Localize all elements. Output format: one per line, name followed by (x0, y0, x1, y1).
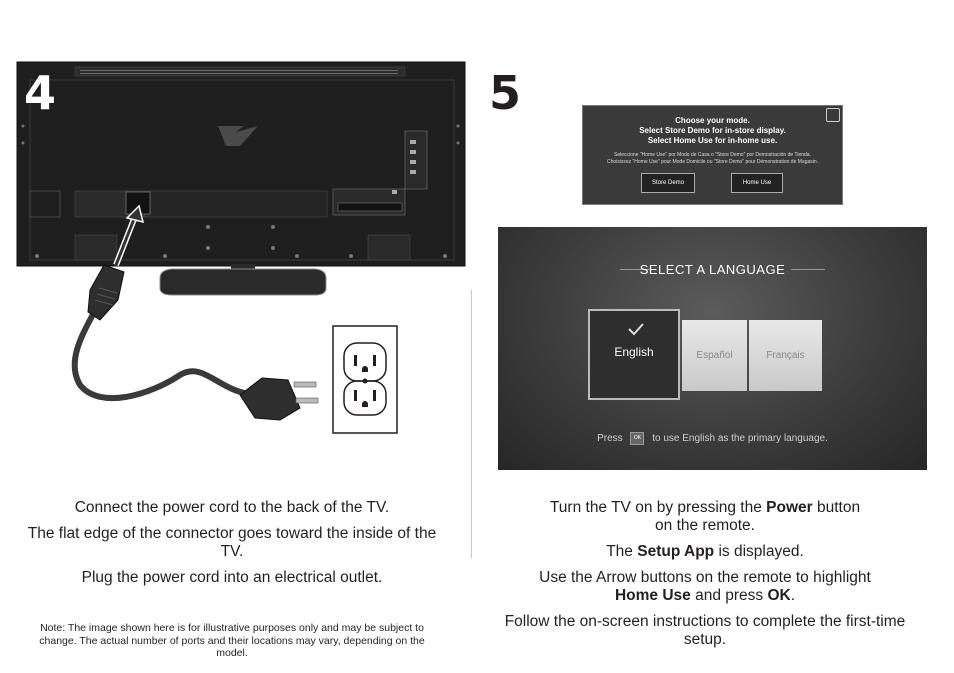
step5-setup-app-bold: Setup App (637, 543, 715, 560)
mode-spanish-text: Seleccione "Home Use" por Modo de Casa o "Store Demo" por Demostración de Tienda. (614, 152, 811, 158)
press-rest: to use English as the primary language. (652, 433, 828, 445)
step5-line-3-e: . (790, 587, 796, 604)
step5-instructions (503, 499, 907, 657)
language-option-espanol[interactable] (682, 320, 747, 391)
step5-line-3-a: Use the Arrow buttons on the remote to highlight (539, 569, 871, 586)
step4-line-2: The flat edge of the connector goes toward the inside of the TV. (27, 525, 437, 560)
step5-line-2 (503, 543, 907, 561)
language-instruction (498, 432, 927, 445)
step5-line-3 (527, 569, 883, 605)
mode-screen (582, 105, 843, 205)
column-divider (471, 290, 472, 558)
mode-title: Choose your mode. (675, 116, 750, 125)
step5-home-use-bold: Home Use (614, 587, 691, 604)
step5-line-1-a: Turn the TV on by pressing the (549, 499, 762, 516)
title-rule-right (791, 269, 825, 270)
step5-line-2-a: The (606, 543, 638, 560)
language-title: SELECT A LANGUAGE (639, 262, 786, 277)
store-demo-button[interactable]: Store Demo (641, 173, 695, 193)
step4-line-1: Connect the power cord to the back of the TV. (74, 499, 390, 516)
step4-note: Note: The image shown here is for illustrative purposes only and may be subject to change. The actual number of ports and their locations may vary, depending on the model. (39, 622, 425, 659)
espanol-label: Español (696, 350, 733, 361)
step4-instructions (20, 499, 444, 595)
english-label: English (614, 345, 654, 359)
mode-line-3: Select Home Use for in-home use. (647, 136, 778, 145)
step5-power-bold: Power (766, 499, 813, 516)
step5-line-4: Follow the on-screen instructions to complete the first-time setup. (504, 613, 906, 648)
language-option-english[interactable] (588, 309, 680, 400)
step5-line-3-c: and press (690, 587, 768, 604)
tv-back-illustration (0, 0, 470, 440)
mode-french-text: Choisissez "Home Use" pour Mode Domicile ou "Store Demo" pour Démonstration de Magasin. (606, 158, 819, 165)
step-number-5: 5 (489, 66, 522, 120)
energy-star-icon (826, 108, 840, 122)
step4-line-3: Plug the power cord into an electrical outlet. (81, 569, 383, 586)
language-option-francais[interactable] (749, 320, 822, 391)
step-number-4: 4 (24, 66, 57, 120)
ok-key-icon: OK (630, 432, 644, 445)
mode-line-2: Select Store Demo for in-store display. (639, 126, 786, 135)
press-word: Press (597, 433, 623, 445)
checkmark-icon (626, 321, 646, 337)
home-use-button[interactable]: Home Use (731, 173, 783, 193)
francais-label: Français (766, 350, 805, 361)
step5-line-1-c: button on the remote. (655, 499, 861, 534)
step5-line-1 (543, 499, 867, 535)
step5-ok-bold: OK (767, 587, 791, 604)
step5-line-2-c: is displayed. (714, 543, 804, 560)
language-screen (498, 227, 927, 470)
